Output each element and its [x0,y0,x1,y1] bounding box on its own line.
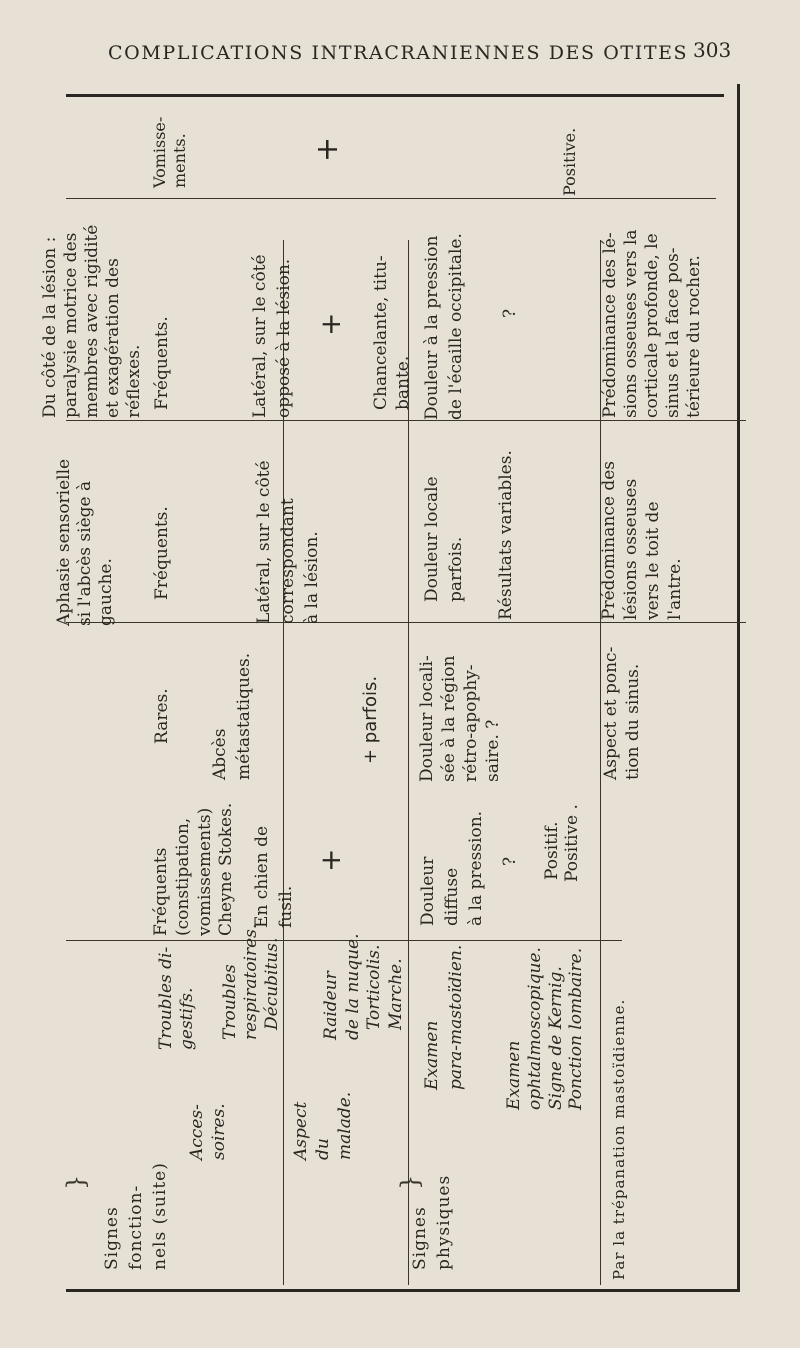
label-ponction-lombaire: Ponction lombaire. [566,947,586,1110]
cell-douleur-locale: Douleur locale parfois. [422,476,466,602]
label-marche: Marche. [386,958,406,1030]
label-decubitus: Décubitus. [262,937,282,1030]
label-accessoires: Acces- soires. [187,1103,229,1160]
label-signe-kernig: Signe de Kernig. [546,966,566,1110]
cell-chancelante: Chancelante, titu- bante. [371,255,413,410]
cell-frequents-cephalee: Fréquents. [152,316,172,410]
rule-abces-meningite [66,420,746,421]
label-troubles-respiratoires: Troubles respiratoires. [220,923,261,1040]
cell-ophtalmo-diffuse-question: ? [500,856,520,866]
label-torticolis: Torticolis. [364,944,384,1030]
table-top-rule [66,94,724,97]
page-number: 303 [693,38,732,62]
cell-ponction-positive-top: Positive. [560,127,579,196]
running-title: COMPLICATIONS INTRACRANIENNES DES OTITES [108,42,689,64]
cell-aphasie: Aphasie sensorielle si l'abcès siège à gauche. [54,458,116,626]
cell-predominance-antre: Prédominance des lésions osseuses vers le toit de l'antre. [599,461,685,620]
cell-frequents-constipation: Fréquents (constipation, vomissements) [151,807,215,936]
cell-aspect-ponction: Aspect et ponc- tion du sinus. [601,646,643,780]
cell-douleur-diffuse: Douleur diffuse à la pression. [418,810,486,926]
cell-frequents-abces: Fréquents. [152,506,172,600]
label-troubles-digestifs: Troubles di- gestifs. [156,946,197,1050]
label-signes-fonctionnels: Signes fonction- nels (suite) [102,1162,170,1270]
cell-raideur-plus: + [314,312,347,336]
cell-lateral-correspondant: Latéral, sur le côté correspondant à la lésion. [254,460,322,624]
cell-cheyne-stokes: Cheyne Stokes. [216,802,236,936]
cell-douleur-localisee: Douleur locali- sée à la région rétro-apophy- saire. ? [417,655,503,782]
cell-resultats-variables: Résultats variables. [496,450,516,620]
cell-douleur-ecaille: Douleur à la pression de l'écaille occipitale. [422,233,466,420]
cell-vomissements-plus: + [310,136,345,162]
running-header [0,36,800,76]
cell-plus-parfois: + parfois. [360,675,381,764]
cell-kernig-positif: Positif. [542,821,562,880]
brace-fonctionnels: } [62,1174,90,1190]
rule-thrombo-abces [66,622,746,623]
label-trepanation: Par la trépanation mastoïdienne. [610,998,628,1280]
cell-rares: Rares. [152,688,172,744]
cell-raideur-diffuse-plus: + [314,848,347,872]
cell-lateral-oppose: Latéral, sur le côté opposé à la lésion. [250,254,294,418]
cell-ophtalmo-question: ? [500,308,520,318]
cell-ponction-positive: Positive . [562,804,582,882]
label-examen-para: Examen para-mastoïdien. [422,944,466,1090]
label-examen-ophtalmo: Examen ophtalmoscopique. [504,947,545,1110]
rule-vomissements [66,198,716,199]
header-vomissements: Vomisse- ments. [150,116,189,188]
label-signes-physiques: Signes physiques [410,1174,454,1270]
cell-du-cote-lesion: Du côté de la lésion : paralysie motrice des membres avec rigidité et exagération des réflexes. [40,224,144,418]
cell-chien-fusil: En chien de fusil. [252,825,296,928]
label-raideur-nuque: Raideur de la nuque. [321,933,363,1040]
cell-predominance-corticale: Prédominance des lé- sions osseuses vers la corticale profonde, le sinus et la face pos- térieure du rocher. [600,229,704,418]
table-right-rule [737,84,740,1292]
cell-abces-metastatiques: Abcès métastatiques. [210,652,254,780]
brace-physiques: } [396,1174,424,1190]
table-bottom-rule [66,1289,740,1292]
label-aspect-malade: Aspect du malade. [291,1091,355,1160]
